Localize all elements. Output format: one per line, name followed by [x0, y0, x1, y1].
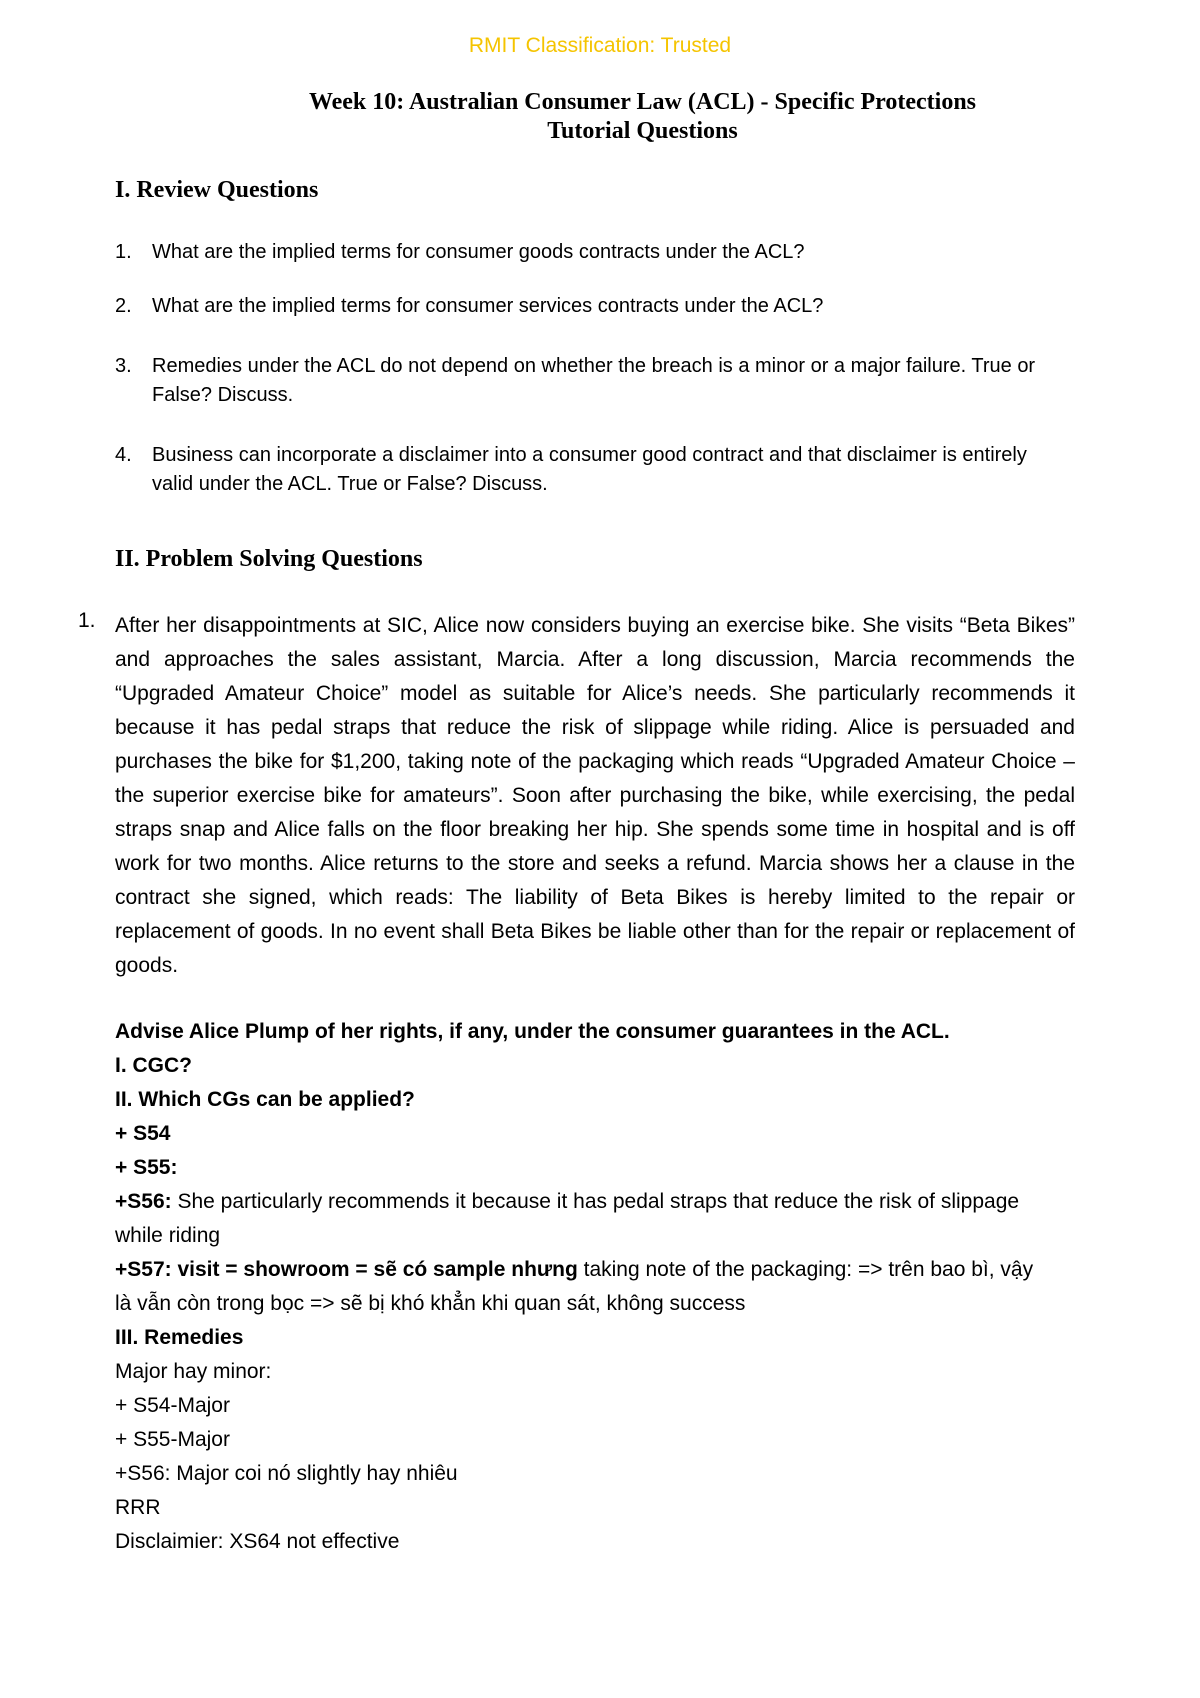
- note-s56: [115, 1185, 1075, 1219]
- advise-prompt: Advise Alice Plump of her rights, if any, under the consumer guarantees in the ACL.: [115, 1020, 950, 1043]
- problem-number: 1.: [78, 609, 96, 632]
- note-rrr: RRR: [115, 1496, 161, 1519]
- note-s56-text: She particularly recommends it because it has pedal straps that reduce the risk of slippage: [171, 1190, 1020, 1213]
- note-s55: + S55:: [115, 1156, 178, 1179]
- note-major-minor: Major hay minor:: [115, 1360, 272, 1383]
- question-text: Remedies under the ACL do not depend on whether the breach is a minor or a major failure. True or False? Discuss.: [152, 355, 1036, 406]
- note-s57: [115, 1253, 1075, 1287]
- note-s57-continued: là vẫn còn trong bọc => sẽ bị khó khẳn khi quan sát, không success: [115, 1292, 746, 1315]
- note-s54: + S54: [115, 1122, 171, 1145]
- question-text: Business can incorporate a disclaimer into a consumer good contract and that disclaimer is entirely valid under the ACL. True or False? Discuss.: [152, 444, 1027, 495]
- note-s57-label: +S57: visit = showroom = sẽ có sample nhưng: [115, 1258, 578, 1281]
- note-s54-major: + S54-Major: [115, 1394, 230, 1417]
- question-number: 1.: [115, 241, 132, 263]
- answer-notes: [115, 1015, 1075, 1559]
- question-number: 2.: [115, 295, 132, 317]
- problem-text: After her disappointments at SIC, Alice now considers buying an exercise bike. She visits “Beta Bikes” and approaches the sales assistant, Marcia. After a long discussion, Marcia recommends the “Upgraded Amateur Choice” model as suitable for Alice’s needs. She particularly recommends it because it has pedal straps that reduce the risk of slippage while riding. Alice is persuaded and purchases the bike for $1,200, taking note of the packaging which reads “Upgraded Amateur Choice –the superior exercise bike for amateurs”. Soon after purchasing the bike, while exercising, the pedal straps snap and Alice falls on the floor breaking her hip. She spends some time in hospital and is off work for two months. Alice returns to the store and seeks a refund. Marcia shows her a clause in the contract she signed, which reads: The liability of Beta Bikes is hereby limited to the repair or replacement of goods. In no event shall Beta Bikes be liable other than for the repair or replacement of goods.: [115, 614, 1075, 977]
- note-s57-text: taking note of the packaging: => trên bao bì, vậy: [577, 1258, 1034, 1281]
- question-text: What are the implied terms for consumer goods contracts under the ACL?: [152, 241, 805, 263]
- question-number: 4.: [115, 444, 132, 466]
- question-number: 3.: [115, 355, 132, 377]
- note-s56-major: +S56: Major coi nó slightly hay nhiêu: [115, 1462, 458, 1485]
- document-subtitle: Tutorial Questions: [547, 118, 738, 144]
- note-cgc: I. CGC?: [115, 1054, 192, 1077]
- note-s56-label: +S56:: [115, 1190, 172, 1213]
- document-title: Week 10: Australian Consumer Law (ACL) - Specific Protections: [308, 89, 977, 115]
- note-remedies: III. Remedies: [115, 1326, 244, 1349]
- question-text: What are the implied terms for consumer services contracts under the ACL?: [152, 295, 824, 317]
- note-s56-continued: while riding: [115, 1224, 221, 1247]
- note-which-cgs: II. Which CGs can be applied?: [115, 1088, 415, 1111]
- classification-label: RMIT Classification: Trusted: [468, 34, 732, 57]
- problem-solving-heading: II. Problem Solving Questions: [115, 546, 423, 572]
- note-s55-major: + S55-Major: [115, 1428, 230, 1451]
- note-disclaimer: Disclaimier: XS64 not effective: [115, 1530, 400, 1553]
- review-questions-heading: I. Review Questions: [115, 177, 319, 203]
